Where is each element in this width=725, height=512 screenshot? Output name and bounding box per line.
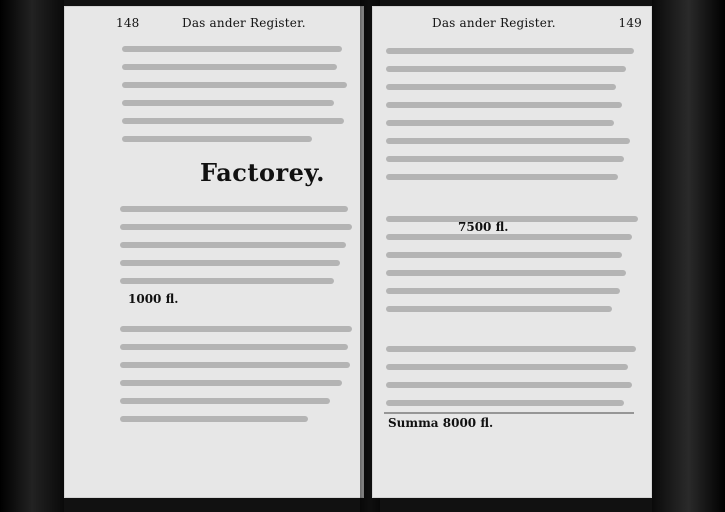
section-title: Factorey. (200, 158, 325, 187)
right-book-edge (652, 0, 725, 512)
text-line (120, 344, 348, 350)
text-line (386, 270, 626, 276)
text-line (386, 382, 632, 388)
text-line (120, 416, 308, 422)
text-line (122, 64, 337, 70)
example-total: 7500 fl. (458, 220, 509, 234)
text-line (120, 206, 348, 212)
text-line (386, 48, 634, 54)
text-line (386, 156, 624, 162)
text-line (386, 102, 622, 108)
text-line (386, 138, 630, 144)
text-line (386, 400, 624, 406)
text-line (120, 224, 352, 230)
text-line (386, 66, 626, 72)
text-line (120, 398, 330, 404)
example-total: 1000 fl. (128, 292, 179, 306)
text-line (386, 364, 628, 370)
summa-total: Summa 8000 fl. (388, 416, 494, 430)
text-line (120, 242, 346, 248)
text-line (386, 306, 612, 312)
text-line (122, 46, 342, 52)
text-line (120, 326, 352, 332)
text-line (386, 252, 622, 258)
text-line (122, 100, 334, 106)
text-line (120, 260, 340, 266)
text-line (120, 380, 342, 386)
right-running-head: Das ander Register. (432, 16, 556, 30)
left-book-edge (0, 0, 64, 512)
text-line (120, 362, 350, 368)
text-line (386, 288, 620, 294)
left-page (64, 6, 364, 498)
text-line (120, 278, 334, 284)
text-line (122, 118, 344, 124)
text-line (386, 84, 616, 90)
text-line (386, 174, 618, 180)
text-line (386, 234, 632, 240)
text-line (122, 82, 347, 88)
left-running-head: Das ander Register. (182, 16, 306, 30)
left-page-number: 148 (116, 16, 140, 30)
text-line (386, 120, 614, 126)
right-page (372, 6, 652, 498)
summary-rule (384, 412, 634, 414)
text-line (122, 136, 312, 142)
text-line (386, 216, 638, 222)
right-page-number: 149 (618, 16, 642, 30)
text-line (386, 346, 636, 352)
